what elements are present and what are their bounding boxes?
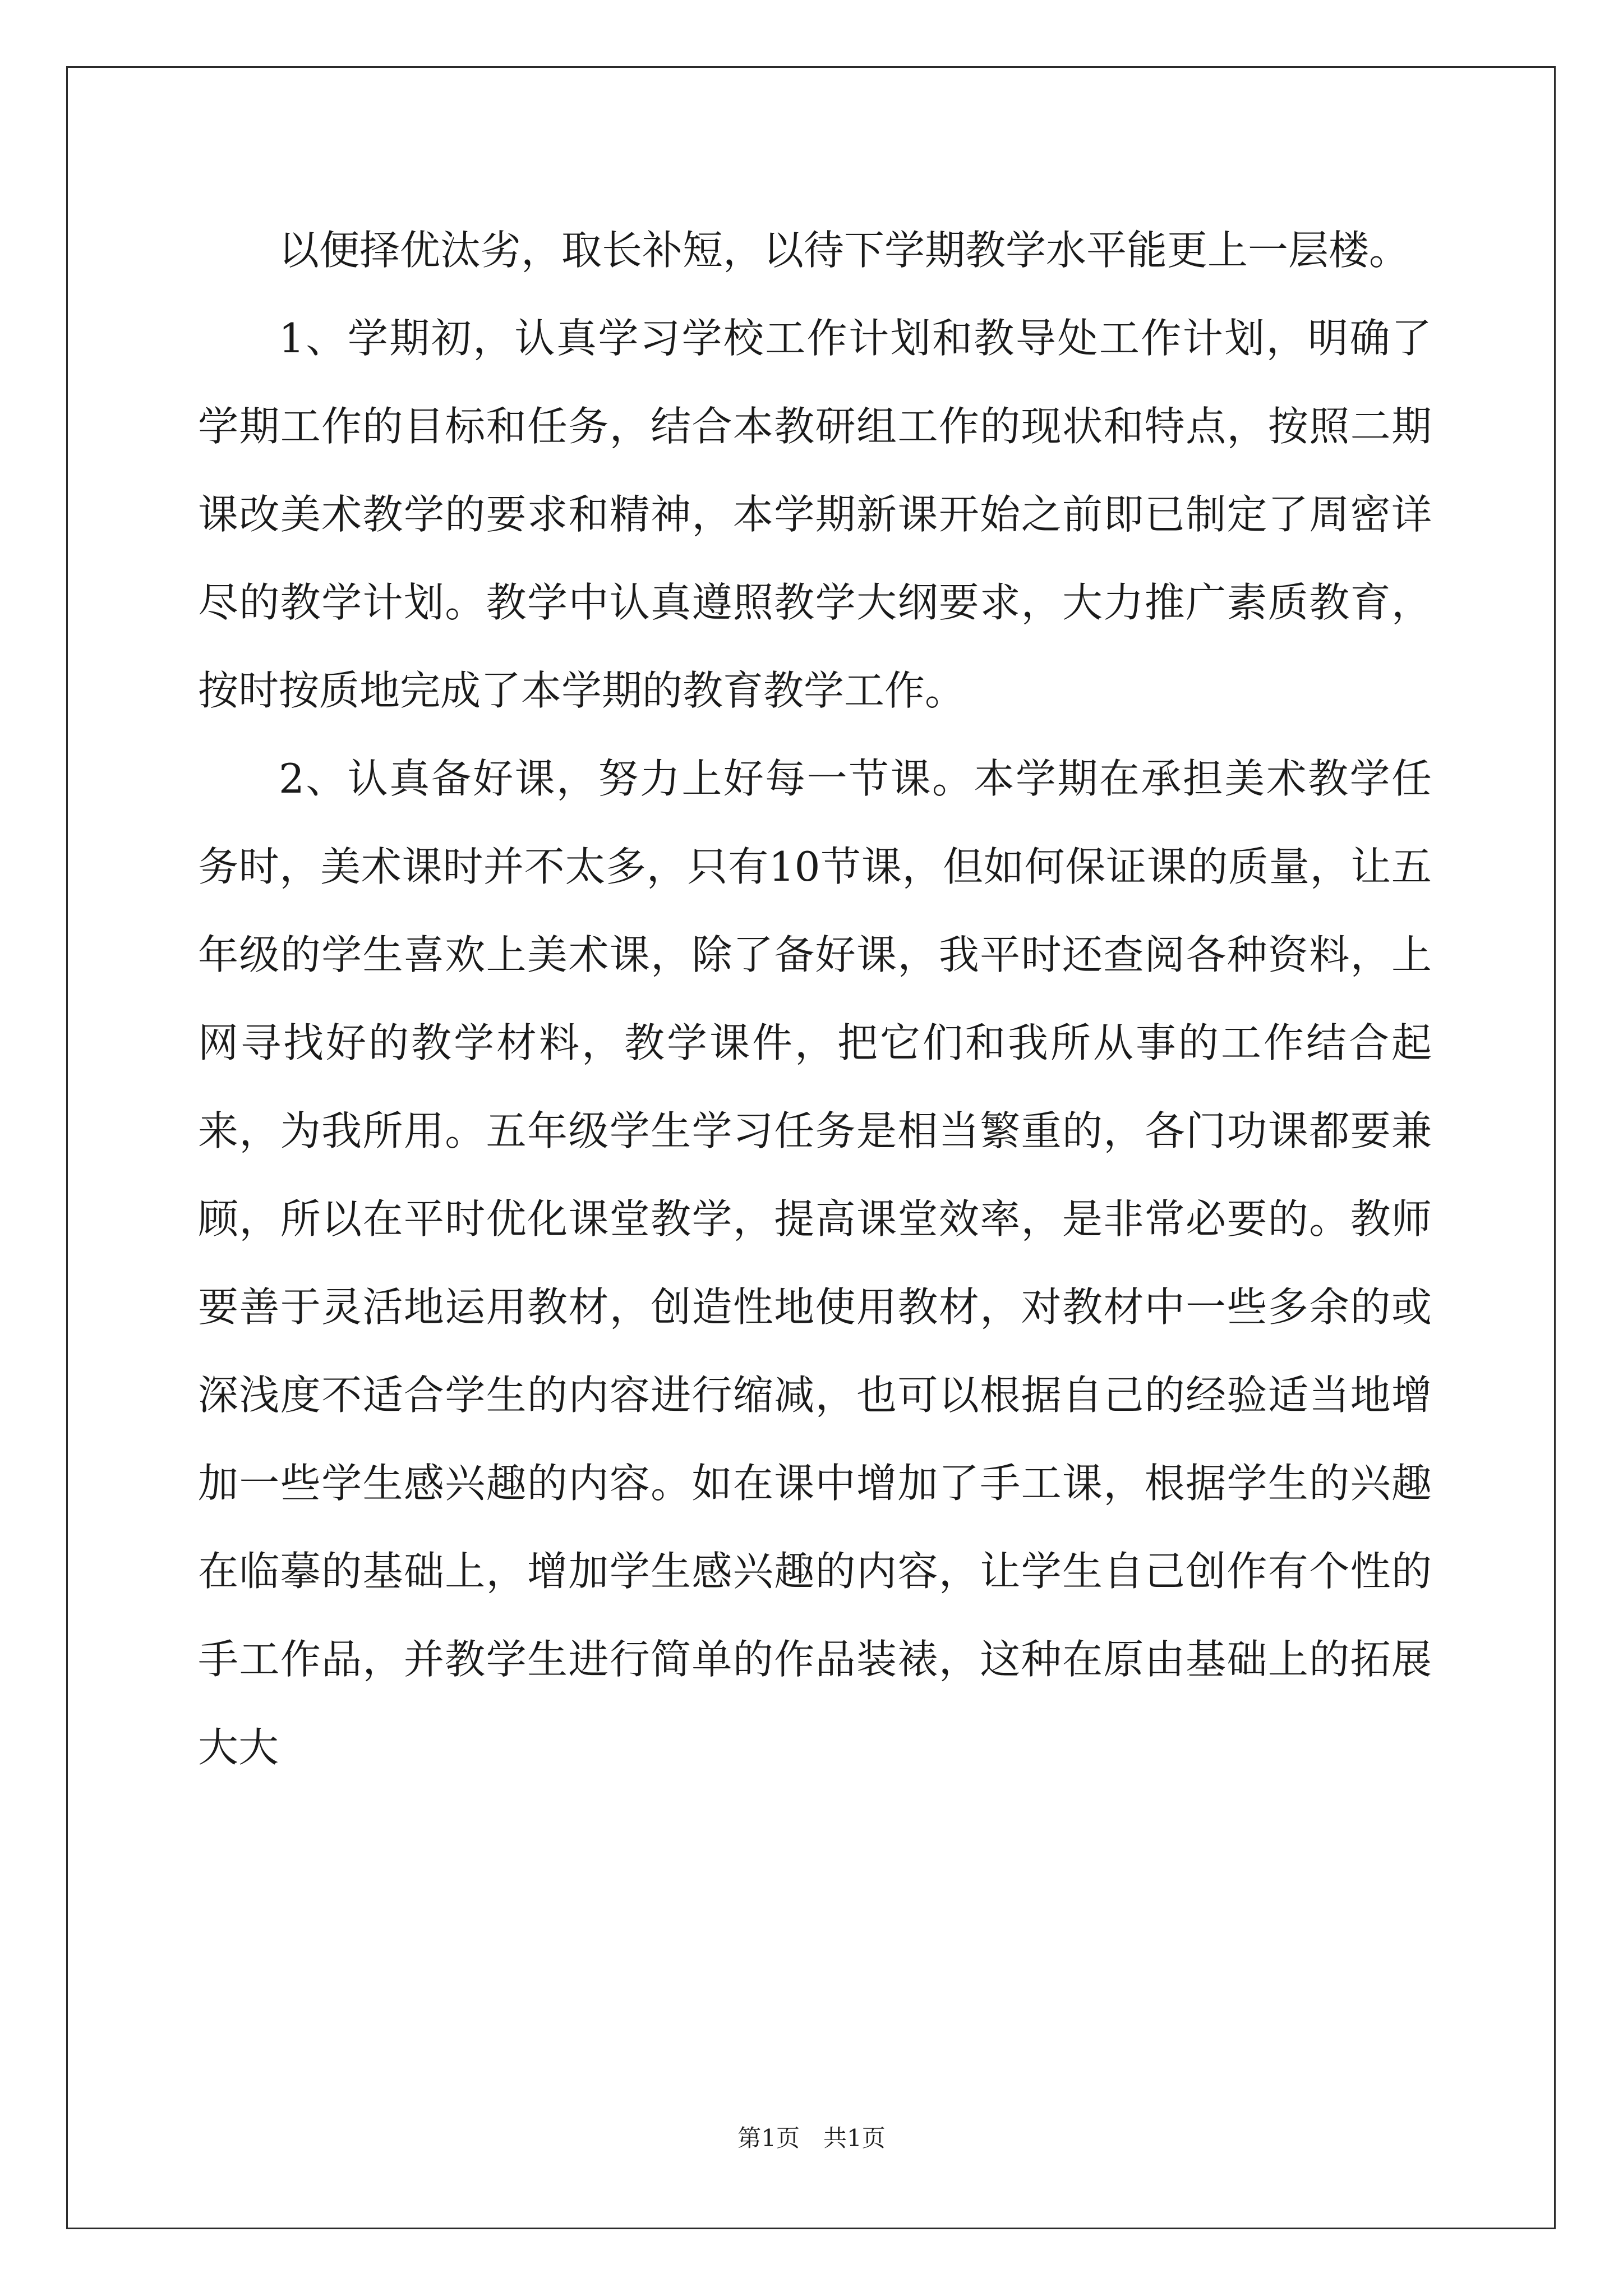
paragraph-2: 2、认真备好课，努力上好每一节课。本学期在承担美术教学任务时，美术课时并不太多，只有10节课，但如何保证课的质量，让五年级的学生喜欢上美术课，除了备好课，我平时还查阅各种资料，上网寻找好的教学材料，教学课件，把它们和我所从事的工作结合起来，为我所用。五年级学生学习任务是相当繁重的，各门功课都要兼顾，所以在平时优化课堂教学，提高课堂效率，是非常必要的。教师要善于灵活地运用教材，创造性地使用教材，对教材中一些多余的或深浅度不适合学生的内容进行缩减，也可以根据自己的经验适当地增加一些学生感兴趣的内容。如在课中增加了手工课，根据学生的兴趣在临摹的基础上，增加学生感兴趣的内容，让学生自己创作有个性的手工作品，并教学生进行简单的作品装裱，这种在原由基础上的拓展大大 xyxy=(198,755,1432,1771)
page-footer: 第1页 共1页 xyxy=(737,2124,886,2152)
document-body xyxy=(198,206,1432,1792)
paragraph-intro: 以便择优汰劣，取长补短，以待下学期教学水平能更上一层楼。 xyxy=(279,227,1410,274)
paragraph-1: 1、学期初，认真学习学校工作计划和教导处工作计划，明确了学期工作的目标和任务，结合本教研组工作的现状和特点，按照二期课改美术教学的要求和精神，本学期新课开始之前即已制定了周密详尽的教学计划。教学中认真遵照教学大纲要求，大力推广素质教育，按时按质地完成了本学期的教育教学工作。 xyxy=(198,315,1432,714)
